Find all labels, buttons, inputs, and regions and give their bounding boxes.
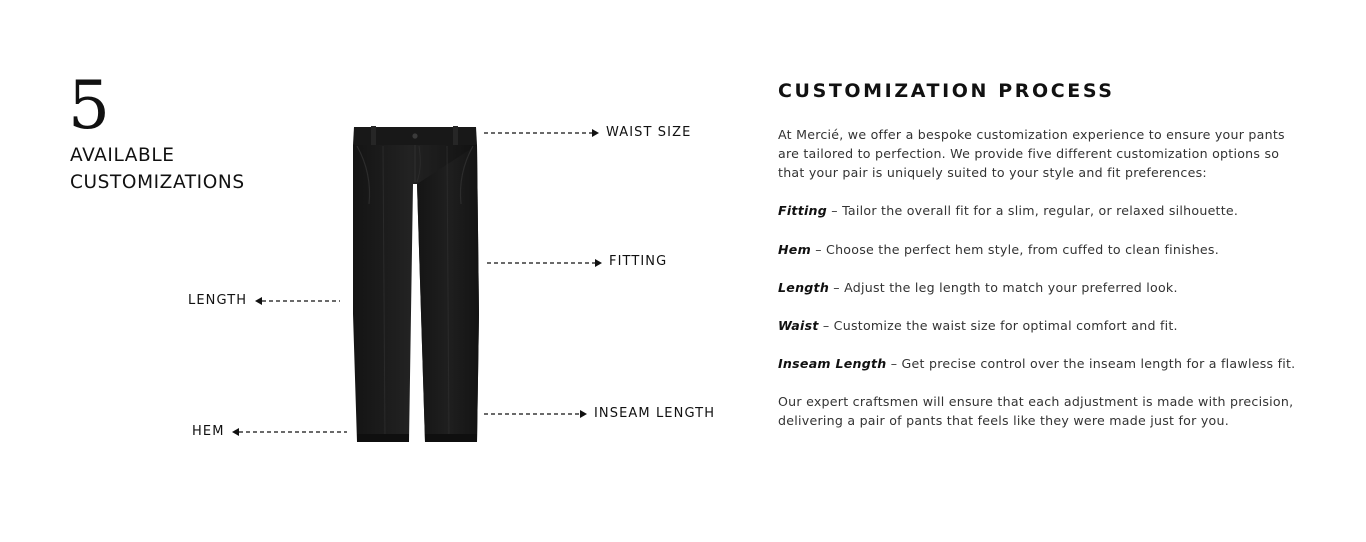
waist-size-arrow	[484, 127, 600, 139]
option-length	[778, 278, 1308, 297]
option-description: – Choose the perfect hem style, from cuffed to clean finishes.	[810, 242, 1219, 257]
outro-paragraph: Our expert craftsmen will ensure that each adjustment is made with precision, delivering a pair of pants that feels like they were made just for you.	[778, 394, 1294, 428]
callout-inseam-length: INSEAM LENGTH	[594, 406, 716, 421]
callout-waist-size: WAIST SIZE	[606, 125, 692, 140]
option-fitting	[778, 201, 1308, 220]
option-hem	[778, 240, 1308, 259]
option-description: – Tailor the overall fit for a slim, regular, or relaxed silhouette.	[827, 203, 1239, 218]
pants-image	[345, 124, 485, 446]
option-description: – Get precise control over the inseam length for a flawless fit.	[886, 356, 1296, 371]
length-arrow	[254, 295, 342, 307]
customization-count: 5	[68, 67, 108, 144]
option-name: Hem	[778, 242, 811, 257]
option-description: – Customize the waist size for optimal comfort and fit.	[818, 318, 1178, 333]
intro-paragraph: At Mercié, we offer a bespoke customization experience to ensure your pants are tailored to perfection. We provide five different customization options so that your pair is uniquely suited to your style and fit preferences:	[778, 127, 1285, 180]
option-inseam-length	[778, 354, 1308, 373]
fitting-arrow	[487, 257, 603, 269]
option-waist	[778, 316, 1308, 335]
option-name: Fitting	[778, 203, 828, 218]
section-title: CUSTOMIZATION PROCESS	[778, 80, 1115, 102]
hem-arrow	[231, 426, 349, 438]
callout-length: LENGTH	[188, 293, 248, 308]
available-customizations-label	[70, 142, 245, 196]
available-label-line-2: CUSTOMIZATIONS	[70, 172, 245, 193]
option-name: Waist	[778, 318, 819, 333]
option-name: Length	[778, 280, 830, 295]
option-name: Inseam Length	[778, 356, 887, 371]
customization-process-section	[778, 78, 1308, 430]
callout-fitting: FITTING	[609, 254, 668, 269]
callout-hem: HEM	[192, 424, 225, 439]
option-description: – Adjust the leg length to match your preferred look.	[829, 280, 1178, 295]
inseam-length-arrow	[484, 408, 588, 420]
available-label-line-1: AVAILABLE	[70, 145, 175, 166]
